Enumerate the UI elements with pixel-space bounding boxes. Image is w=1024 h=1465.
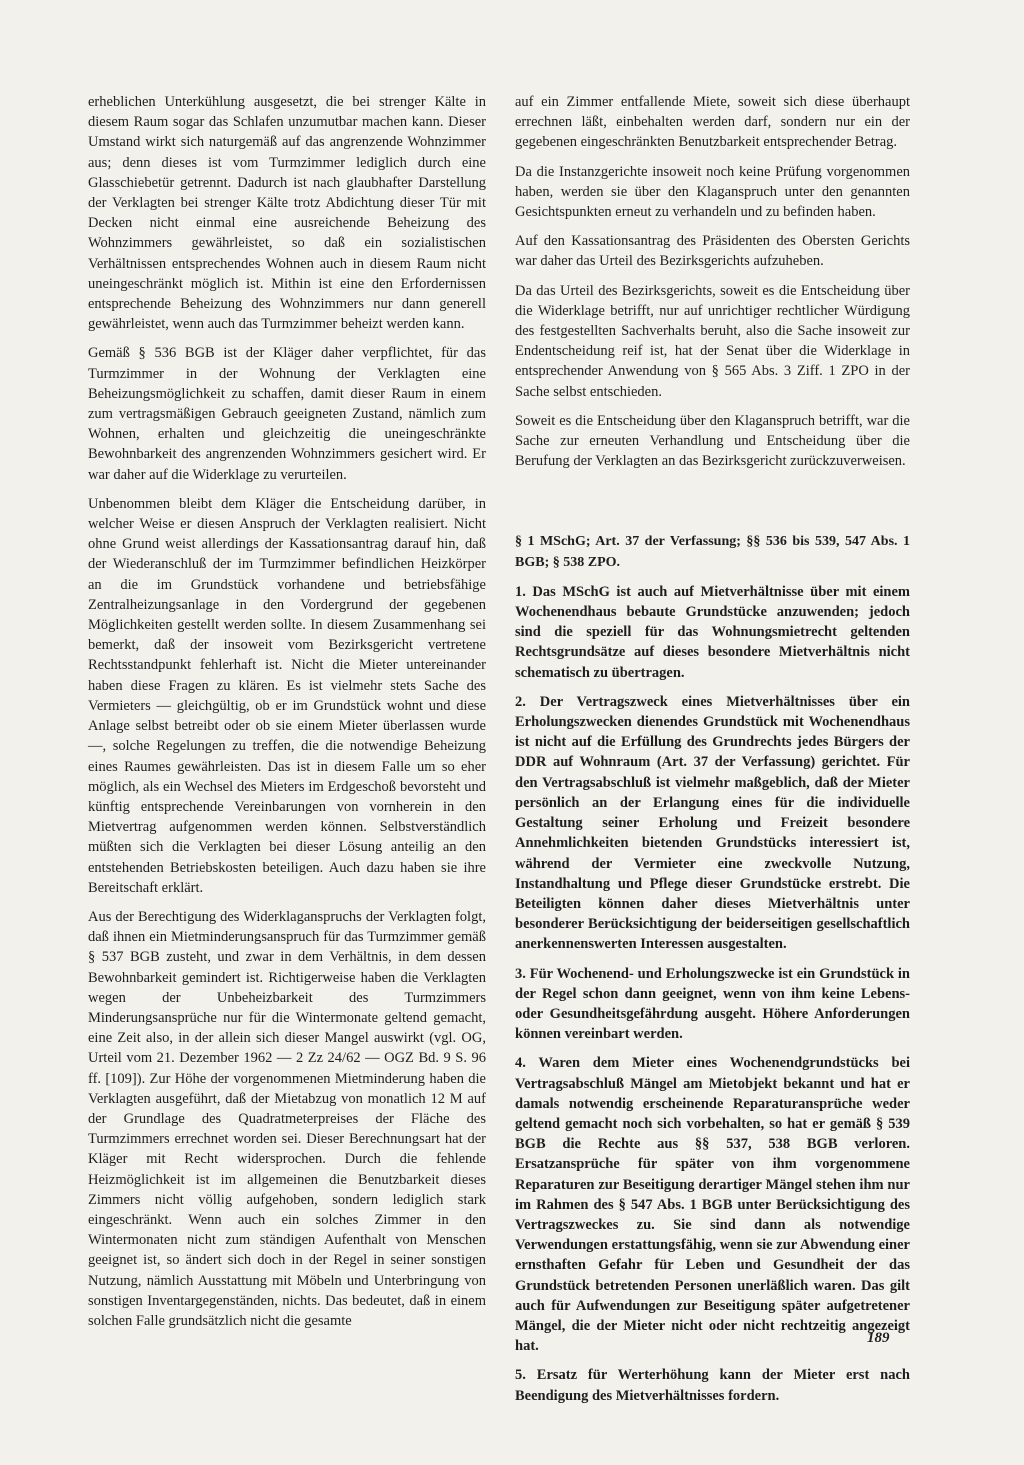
headnote-item: 5. Ersatz für Werterhöhung kann der Mieter erst nach Beendigung des Mietverhältnisses fordern. bbox=[515, 1367, 910, 1404]
headnote-reference: § 1 MSchG; Art. 37 der Verfassung; §§ 536 bis 539, 547 Abs. 1 BGB; § 538 ZPO. bbox=[515, 534, 910, 570]
paragraph: Aus der Berechtigung des Widerklaganspruchs der Verklagten folgt, daß ihnen ein Mietminderungsanspruch für das Turmzimmer gemäß § 537 BGB zusteht, und zwar in dem Verhältnis, in dem dessen Bewohnbarkeit gemindert ist. Richtigerweise haben die Verklagten wegen der Unbeheizbarkeit des Turmzimmers Minderungsansprüche nur für die Wintermonate geltend gemacht, eine Zeit also, in der allein sich dieser Mangel auswirkt (vgl. OG, Urteil vom 21. Dezember 1962 — 2 Zz 24/62 — OGZ Bd. 9 S. 96 ff. [109]). Zur Höhe der vorgenommenen Mietminderung haben die Verklagten ausgeführt, daß der Mietabzug von monatlich 12 M auf der Grundlage des Quadratmeterpreises der Fläche des Turmzimmers errechnet worden sei. Dieser Berechnungsart hat der Kläger mit Recht widersprochen. Durch die fehlende Heizmöglichkeit ist im allgemeinen die Benutzbarkeit dieses Zimmers nicht völlig aufgehoben, sondern lediglich stark eingeschränkt. Wenn auch ein solches Zimmer in den Wintermonaten nicht zum ständigen Aufenthalt von Menschen geeignet ist, so ändert sich doch in der Regel in seiner sonstigen Nutzung, nämlich Ausstattung mit Möbeln und Unterbringung von sonstigen Inventargegenständen, nichts. Das bedeutet, daß in einem solchen Falle grundsätzlich nicht die gesamte bbox=[88, 908, 486, 1329]
section-spacer bbox=[515, 480, 910, 532]
paragraph: Soweit es die Entscheidung über den Klaganspruch betrifft, war die Sache zur erneuten Verhandlung und Entscheidung über die Berufung der Verklagten an das Bezirksgericht zurückzuverweisen. bbox=[515, 412, 910, 470]
right-column bbox=[515, 92, 910, 1415]
page-number: 189 bbox=[867, 1330, 890, 1346]
paragraph: Da das Urteil des Bezirksgerichts, soweit es die Entscheidung über die Widerklage betrifft, nur auf unrichtiger rechtlicher Würdigung des festgestellten Sachverhalts beruht, also die Sache insoweit zur Endentscheidung reif ist, hat der Senat über die Widerklage in entsprechender Anwendung von § 565 Abs. 3 Ziff. 1 ZPO in der Sache selbst entschieden. bbox=[515, 282, 910, 400]
paragraph: erheblichen Unterkühlung ausgesetzt, die bei strenger Kälte in diesem Raum sogar das Schlafen unzumutbar machen kann. Dieser Umstand wirkt sich naturgemäß auf das angrenzende Wohnzimmer aus; denn dieses ist vom Turmzimmer lediglich durch eine Glasschiebetür getrennt. Dadurch ist nach glaubhafter Darstellung der Verklagten bei strenger Kälte trotz Abdichtung dieser Tür mit Decken nicht einmal eine ausreichende Beheizung des Wohnzimmers gewährleistet, so daß ein sozialistischen Verhältnissen entsprechendes Wohnen auch in diesem Raum nicht uneingeschränkt möglich ist. Mithin ist eine den Erfordernissen entsprechende Beheizung des Wohnzimmers nur dann generell gewährleistet, wenn auch das Turmzimmer beheizt werden kann. bbox=[88, 94, 486, 333]
paragraph: Gemäß § 536 BGB ist der Kläger daher verpflichtet, für das Turmzimmer in der Wohnung der Verklagten eine Beheizungsmöglichkeit zu schaffen, damit dieser Raum in einem zum vertragsmäßigen Gebrauch geeigneten Zustand, nämlich zum Wohnen, erhalten und gleichzeitig die uneingeschränkte Bewohnbarkeit des angrenzenden Wohnzimmers gesichert wird. Er war daher auf die Widerklage zu verurteilen. bbox=[88, 345, 486, 483]
headnote-item: 3. Für Wochenend- und Erholungszwecke ist ein Grundstück in der Regel schon dann geeignet, wenn von ihm keine Lebens- oder Gesundheitsgefährdung ausgeht. Höhere Anforderungen können vereinbart werden. bbox=[515, 965, 910, 1043]
paragraph: Da die Instanzgerichte insoweit noch keine Prüfung vorgenommen haben, werden sie über den Klaganspruch unter den genannten Gesichtspunkten erneut zu verhandeln und zu befinden haben. bbox=[515, 163, 910, 221]
left-column bbox=[88, 92, 486, 1340]
headnote-item: 2. Der Vertragszweck eines Mietverhältnisses über ein Erholungszwecken dienendes Grundstück mit Wochenendhaus ist nicht auf die Erfüllung des Grundrechts jedes Bürgers der DDR auf Wohnraum (Art. 37 der Verfassung) gerichtet. Für den Vertragsabschluß ist vielmehr maßgeblich, daß der Mieter persönlich an der Erlangung eines für die individuelle Gestaltung seiner Erholung und Freizeit besondere Annehmlichkeiten bietenden Grundstücks interessiert ist, während der Vermieter eine zweckvolle Nutzung, Instandhaltung und Pflege dieser Grundstücke erstrebt. Die Beteiligten können daher dieses Mietverhältnis unter besonderer Berücksichtigung der beiderseitigen gesellschaftlich anerkennenswerten Interessen ausgestalten. bbox=[515, 693, 910, 953]
paragraph: Auf den Kassationsantrag des Präsidenten des Obersten Gerichts war daher das Urteil des Bezirksgerichts aufzuheben. bbox=[515, 233, 910, 270]
paragraph: auf ein Zimmer entfallende Miete, soweit sich diese überhaupt errechnen läßt, einbehalten werden darf, sondern nur ein der gegebenen eingeschränkten Benutzbarkeit entsprechender Betrag. bbox=[515, 94, 910, 151]
headnote-item: 4. Waren dem Mieter eines Wochenendgrundstücks bei Vertragsabschluß Mängel am Mietobjekt bekannt und hat er damals notwendig erscheinende Reparaturansprüche weder geltend gemacht noch sich vorbehalten, so hat er gemäß § 539 BGB die Rechte aus §§ 537, 538 BGB verloren. Ersatzansprüche für später von ihm vorgenommene Reparaturen zur Beseitigung derartiger Mängel stehen ihm nur im Rahmen des § 547 Abs. 1 BGB unter Berücksichtigung des Vertragszweckes zu. Sie sind dann als notwendige Verwendungen erstattungsfähig, wenn sie zur Abwendung einer ernsthaften Gefahr für Leben und Gesundheit der das Grundstück betretenden Personen unerläßlich waren. Das gilt auch für Aufwendungen zur Beseitigung später aufgetretener Mängel, die der Mieter nicht oder nicht rechtzeitig angezeigt hat. bbox=[515, 1055, 910, 1355]
headnote-item: 1. Das MSchG ist auch auf Mietverhältnisse über mit einem Wochenendhaus bebaute Grundstücke anzuwenden; jedoch sind die speziell für das Wohnungsmietrecht geltenden Rechtsgrundsätze auf dieses besondere Mietverhältnis nicht schematisch zu übertragen. bbox=[515, 583, 910, 681]
paragraph: Unbenommen bleibt dem Kläger die Entscheidung darüber, in welcher Weise er diesen Anspruch der Verklagten realisiert. Nicht ohne Grund weist allerdings der Kassationsantrag darauf hin, daß der Wiederanschluß der im Turmzimmer befindlichen Heizkörper an die im Grundstück vorhandene und betriebsfähige Zentralheizungsanlage in den Vordergrund der gegebenen Möglichkeiten gestellt werden sollte. In diesem Zusammenhang sei bemerkt, daß der insoweit vom Bezirksgericht vertretene Rechtsstandpunkt fehlerhaft ist. Nicht die Mieter untereinander haben diese Fragen zu klären. Es ist vielmehr stets Sache des Vermieters — gleichgültig, ob er im Grundstück wohnt und diese Anlage selbst betreibt oder ob sie einem Mieter überlassen wurde —, solche Regelungen zu treffen, die die notwendige Beheizung eines Raumes gewährleisten. Das ist in diesem Falle um so eher möglich, als ein Wechsel des Mieters im Erdgeschoß bevorsteht und künftig entsprechende Vereinbarungen von vornherein in den Mietvertrag aufgenommen werden können. Selbstverständlich müßten sich die Verklagten bei dieser Lösung anteilig an den entstehenden Betriebskosten beteiligen. Auch dazu haben sie ihre Bereitschaft erklärt. bbox=[88, 495, 486, 896]
